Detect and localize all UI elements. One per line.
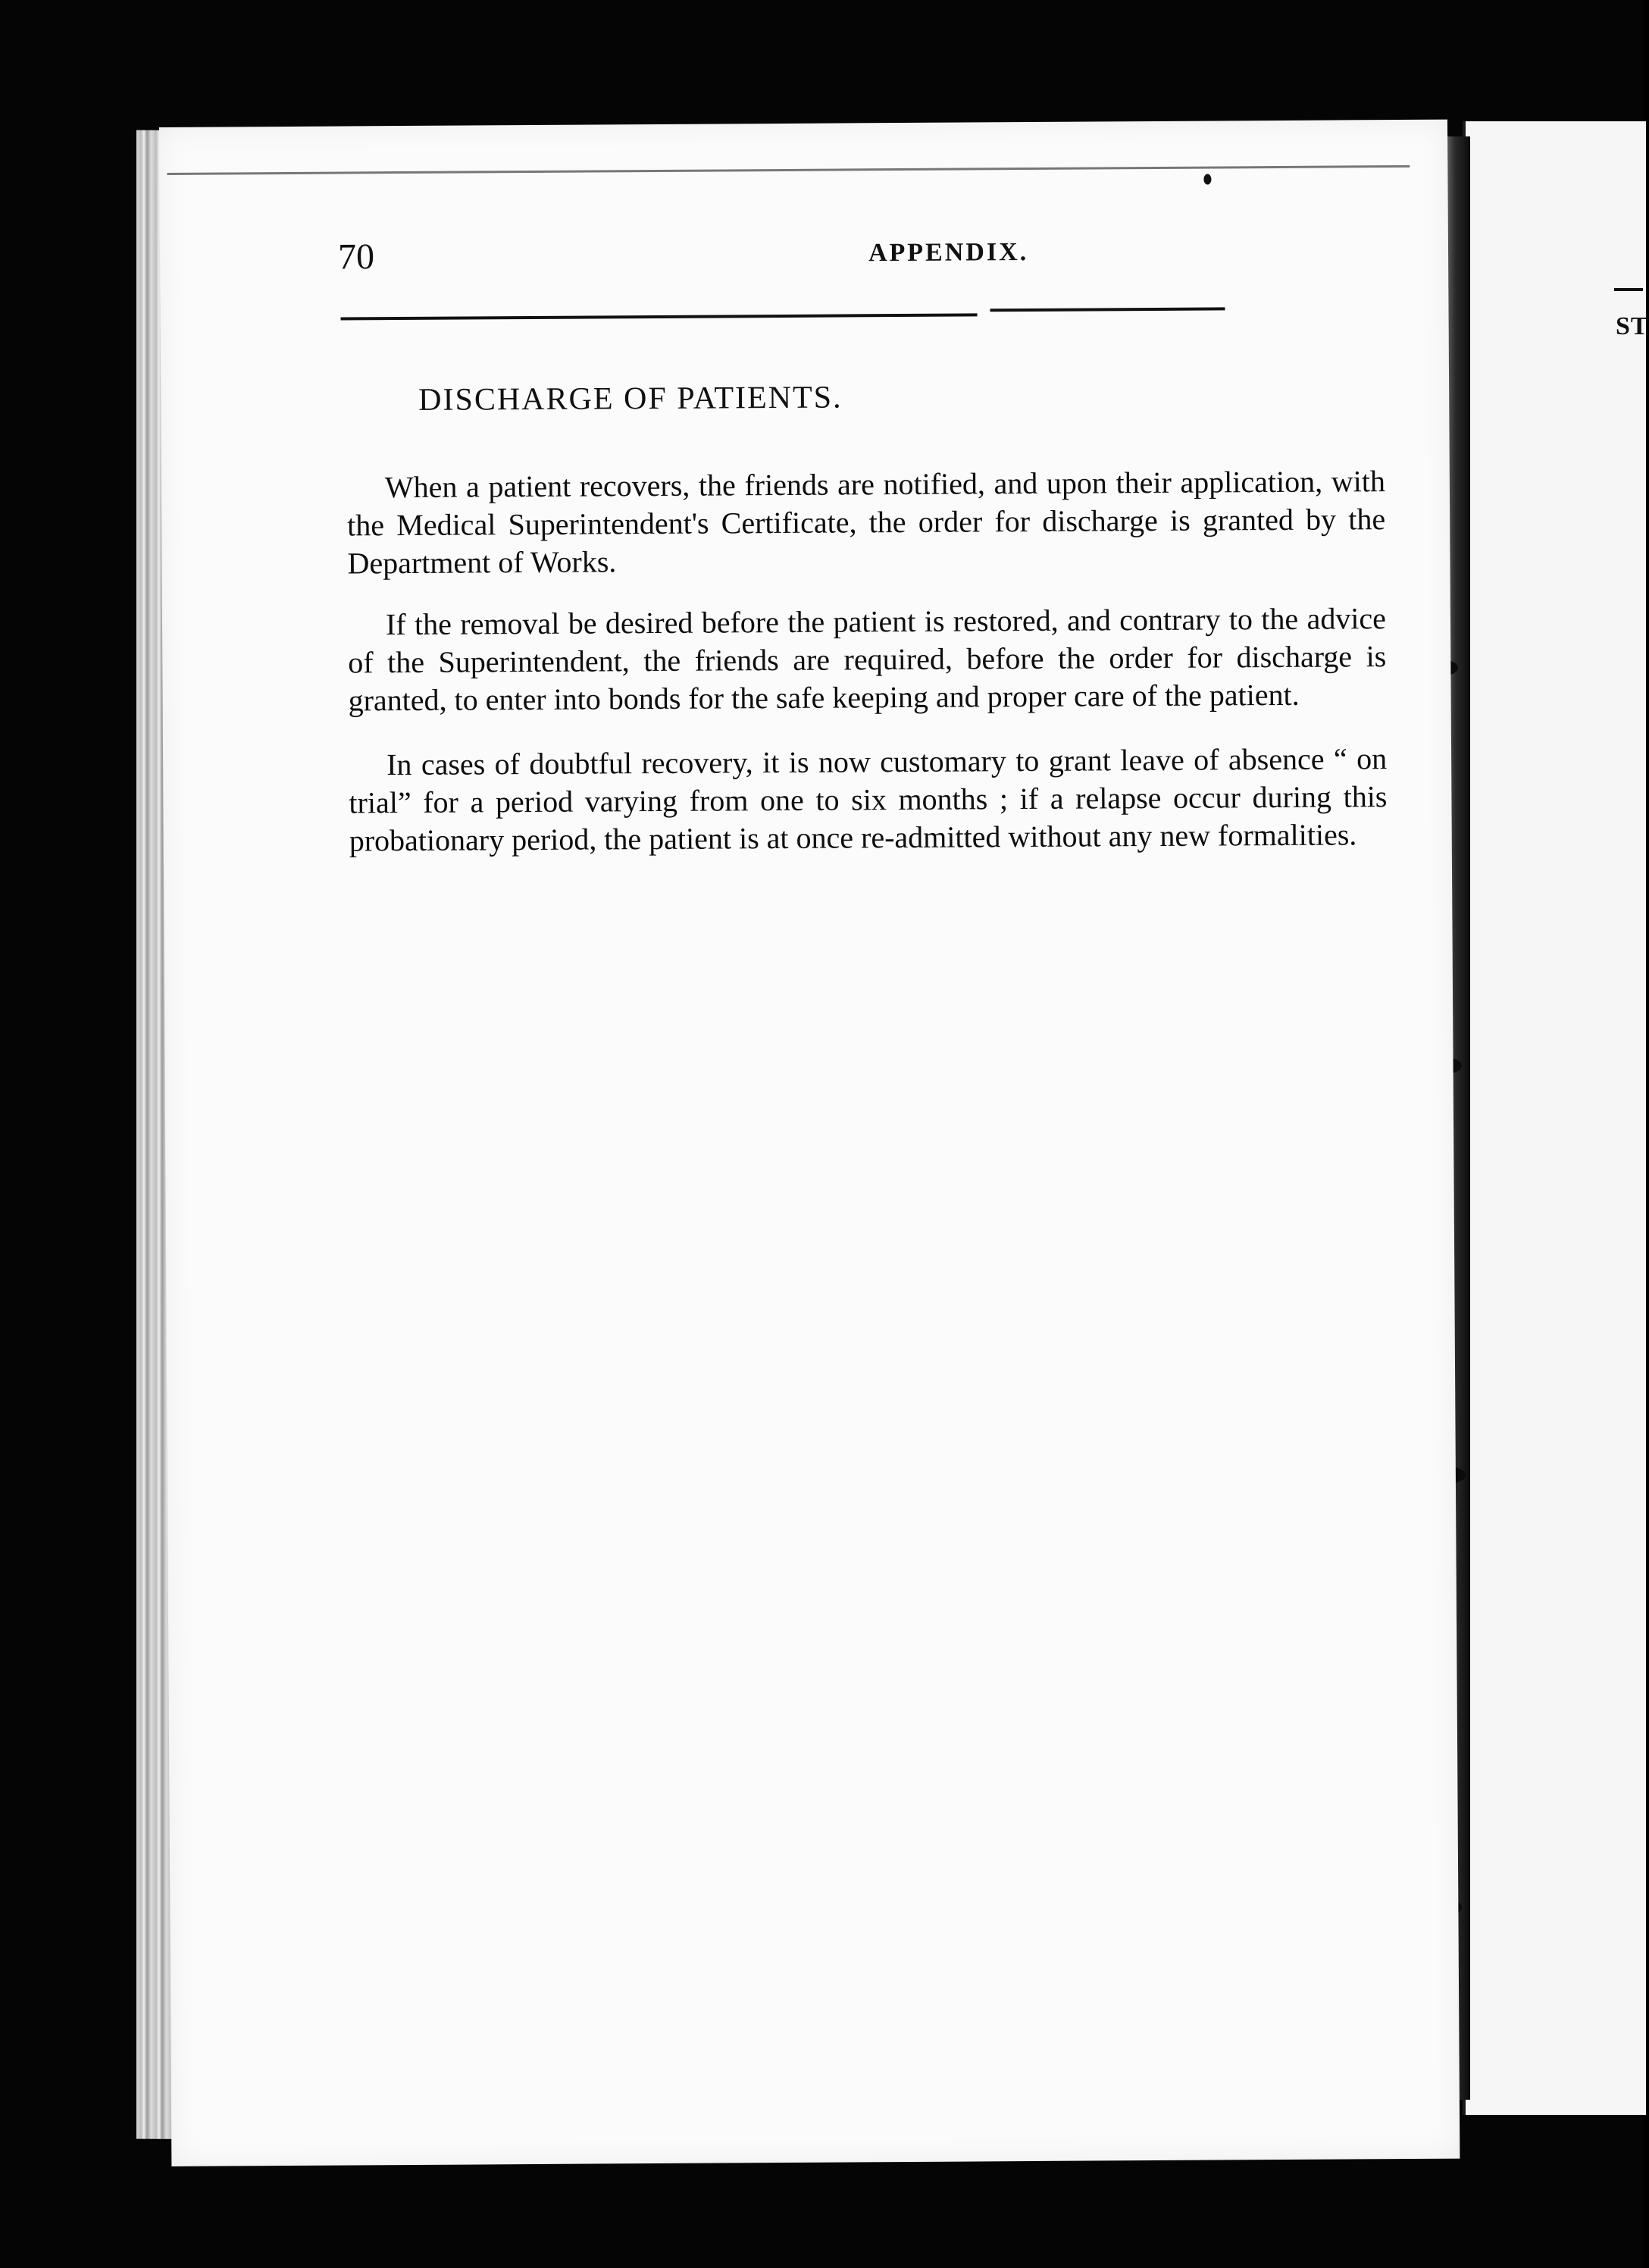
- paragraph: When a patient recovers, the friends are notified, and upon their application, with the Medical Superintendent's Certificate, the order for discharge is granted by the Department of Works.: [347, 464, 1386, 581]
- facing-page-text-fragment: ST: [1616, 312, 1649, 340]
- ink-speck: [1203, 174, 1211, 185]
- running-head: APPENDIX.: [868, 237, 1029, 268]
- section-title: DISCHARGE OF PATIENTS.: [418, 380, 843, 418]
- book-page: [159, 120, 1460, 2166]
- page-number: 70: [337, 237, 375, 277]
- paragraph: In cases of doubtful recovery, it is now customary to grant leave of absence “ on trial” for a period varying from one to six months ; if a relapse occur during this probationary period, the patient is at once re-admitted without any new formalities.: [349, 741, 1388, 858]
- facing-page-rule: [1614, 288, 1643, 291]
- page-header: [338, 230, 1399, 282]
- header-rule: [990, 307, 1225, 312]
- facing-page: [1463, 121, 1646, 2115]
- page-top-edge: [167, 165, 1410, 175]
- header-rule: [341, 313, 978, 320]
- paragraph: If the removal be desired before the patient is restored, and contrary to the advice of the Superintendent, the friends are required, before the order for discharge is granted, to enter into bonds for the safe keeping and proper care of the patient.: [348, 601, 1387, 718]
